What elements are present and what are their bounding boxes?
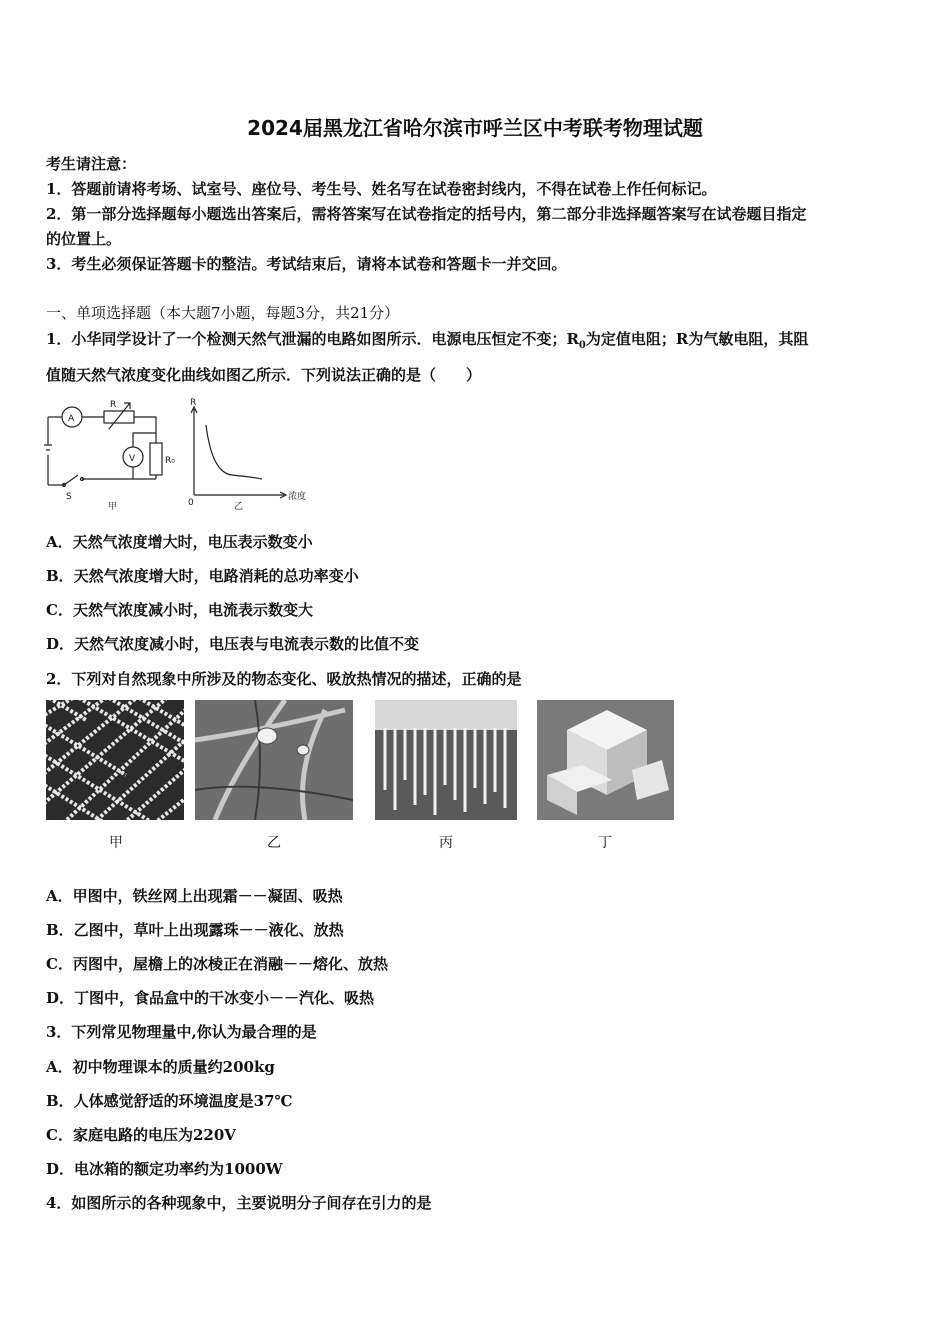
q2-option-a: A．甲图中，铁丝网上出现霜－－凝固、吸热 [46, 887, 343, 905]
q2-option-b: B．乙图中，草叶上出现露珠－－液化、放热 [46, 921, 344, 939]
photo-caption: 丙 [439, 835, 453, 851]
question-1-stem-line2: 值随天然气浓度变化曲线如图乙所示．下列说法正确的是（ ） [46, 366, 482, 384]
photo-caption: 乙 [267, 835, 281, 851]
q1-figure [44, 395, 334, 515]
q3-option-d: D．电冰箱的额定功率约为1000W [46, 1160, 283, 1178]
q2-option-d: D．丁图中，食品盒中的干冰变小－－汽化、吸热 [46, 989, 375, 1007]
photo-caption: 甲 [109, 835, 123, 851]
photo-icicles-on-eaves [375, 700, 517, 820]
question-4-stem: 4．如图所示的各种现象中，主要说明分子间存在引力的是 [46, 1194, 432, 1212]
notice-item: 1．答题前请将考场、试室号、座位号、考生号、姓名写在试卷密封线内，不得在试卷上作任何标记。 [46, 180, 717, 198]
notice-item: 3．考生必须保证答题卡的整洁。考试结束后，请将本试卷和答题卡一并交回。 [46, 255, 567, 273]
q3-option-a: A．初中物理课本的质量约200kg [46, 1058, 275, 1076]
graph-curve [206, 425, 262, 479]
battery-icon [44, 445, 52, 450]
wire [133, 433, 156, 447]
q1-option-d: D．天然气浓度减小时，电压表与电流表示数的比值不变 [46, 635, 420, 653]
q2-option-c: C．丙图中，屋檐上的冰棱正在消融－－熔化、放热 [46, 955, 388, 973]
q1-r0-sub: 0 [578, 340, 586, 351]
q1-option-c: C．天然气浓度减小时，电流表示数变大 [46, 601, 313, 619]
photo-dry-ice [537, 700, 674, 820]
q1-r0: R [566, 330, 579, 348]
resistor-label: R [110, 400, 117, 410]
section-heading: 一、单项选择题（本大题7小题，每题3分，共21分） [46, 304, 400, 322]
photo-caption: 丁 [598, 835, 612, 851]
graph-y-label: R [190, 398, 197, 408]
fixed-resistor-label: R₀ [165, 456, 175, 466]
wire [134, 417, 156, 433]
graph-y-axis [191, 407, 197, 495]
switch-icon [64, 475, 78, 485]
figure-label-yi: 乙 [234, 502, 244, 512]
voltmeter-label: V [129, 454, 136, 464]
q1-option-a: A．天然气浓度增大时，电压表示数变小 [46, 533, 313, 551]
question-3-stem: 3．下列常见物理量中,你认为最合理的是 [46, 1023, 317, 1041]
photo-frost-on-wire-mesh [46, 700, 184, 820]
notice-heading: 考生请注意： [46, 155, 137, 173]
graph-x-axis [194, 492, 286, 498]
page-title: 2024届黑龙江省哈尔滨市呼兰区中考联考物理试题 [247, 116, 703, 140]
graph-x-label: 浓度 [288, 492, 307, 502]
q1-option-b: B．天然气浓度增大时，电路消耗的总功率变小 [46, 567, 359, 585]
ammeter-label: A [68, 414, 75, 424]
q1-stem-b: 为定值电阻；R为气敏电阻，其阻 [585, 330, 809, 348]
q3-option-b: B．人体感觉舒适的环境温度是37℃ [46, 1092, 293, 1110]
fixed-resistor-icon [150, 443, 162, 475]
question-1-stem [46, 328, 808, 351]
q1-stem-a: 1．小华同学设计了一个检测天然气泄漏的电路如图所示．电源电压恒定不变； [46, 330, 567, 348]
notice-item: 2．第一部分选择题每小题选出答案后，需将答案写在试卷指定的括号内，第二部分非选择题答案写在试卷题目指定 [46, 205, 807, 223]
notice-item: 的位置上。 [46, 230, 122, 248]
figure-label-jia: 甲 [108, 502, 118, 512]
switch-label: S [66, 492, 72, 502]
question-2-stem: 2．下列对自然现象中所涉及的物态变化、吸放热情况的描述，正确的是 [46, 670, 522, 688]
graph-origin-label: 0 [188, 498, 194, 508]
q3-option-c: C．家庭电路的电压为220V [46, 1126, 236, 1144]
photo-dew-on-grass [195, 700, 353, 820]
